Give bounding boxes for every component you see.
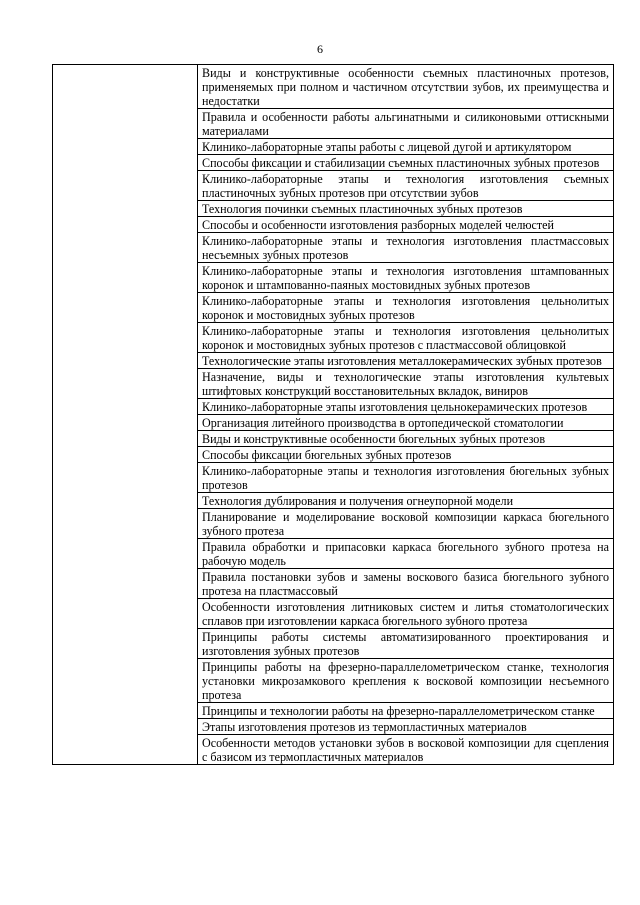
- topic-cell: Клинико-лабораторные этапы изготовления цельнокерамических протезов: [198, 399, 614, 415]
- topic-cell: Планирование и моделирование восковой композиции каркаса бюгельного зубного протеза: [198, 509, 614, 539]
- topic-cell: Клинико-лабораторные этапы и технология изготовления пластмассовых несъемных зубных протезов: [198, 233, 614, 263]
- topic-cell: Виды и конструктивные особенности бюгельных зубных протезов: [198, 431, 614, 447]
- topic-cell: Клинико-лабораторные этапы и технология изготовления бюгельных зубных протезов: [198, 463, 614, 493]
- topic-cell: Технология починки съемных пластиночных зубных протезов: [198, 201, 614, 217]
- topic-cell: Технология дублирования и получения огнеупорной модели: [198, 493, 614, 509]
- topic-cell: Особенности методов установки зубов в восковой композиции для сцепления с базисом из термопластичных материалов: [198, 735, 614, 765]
- topic-cell: Правила обработки и припасовки каркаса бюгельного зубного протеза на рабочую модель: [198, 539, 614, 569]
- topic-cell: Принципы работы на фрезерно-параллелометрическом станке, технология установки микрозамкового крепления к восковой композиции несъемного протеза: [198, 659, 614, 703]
- topic-cell: Виды и конструктивные особенности съемных пластиночных протезов, применяемых при полном и частичном отсутствии зубов, их преимущества и недостатки: [198, 65, 614, 109]
- topic-cell: Организация литейного производства в ортопедической стоматологии: [198, 415, 614, 431]
- topic-cell: Клинико-лабораторные этапы и технология изготовления цельнолитых коронок и мостовидных зубных протезов с пластмассовой облицовкой: [198, 323, 614, 353]
- topic-cell: Технологические этапы изготовления металлокерамических зубных протезов: [198, 353, 614, 369]
- topic-cell: Принципы и технологии работы на фрезерно-параллелометрическом станке: [198, 703, 614, 719]
- topics-table-body: [53, 65, 614, 765]
- topic-cell: Способы и особенности изготовления разборных моделей челюстей: [198, 217, 614, 233]
- topic-cell: Этапы изготовления протезов из термопластичных материалов: [198, 719, 614, 735]
- topic-cell: Назначение, виды и технологические этапы изготовления культевых штифтовых конструкций восстановительных вкладок, виниров: [198, 369, 614, 399]
- topic-cell: Особенности изготовления литниковых систем и литья стоматологических сплавов при изготовлении каркаса бюгельного зубного протеза: [198, 599, 614, 629]
- topic-cell: Правила и особенности работы альгинатными и силиконовыми оттискными материалами: [198, 109, 614, 139]
- table-row: [53, 65, 614, 109]
- topic-cell: Способы фиксации и стабилизации съемных пластиночных зубных протезов: [198, 155, 614, 171]
- topic-cell: Способы фиксации бюгельных зубных протезов: [198, 447, 614, 463]
- topic-cell: Клинико-лабораторные этапы работы с лицевой дугой и артикулятором: [198, 139, 614, 155]
- section-code-cell: [53, 65, 198, 765]
- topic-cell: Правила постановки зубов и замены воскового базиса бюгельного зубного протеза на пластмассовый: [198, 569, 614, 599]
- topic-cell: Клинико-лабораторные этапы и технология изготовления цельнолитых коронок и мостовидных зубных протезов: [198, 293, 614, 323]
- topic-cell: Клинико-лабораторные этапы и технология изготовления съемных пластиночных зубных протезов при отсутствии зубов: [198, 171, 614, 201]
- page-number: 6: [317, 42, 323, 56]
- topic-cell: Принципы работы системы автоматизированного проектирования и изготовления зубных протезов: [198, 629, 614, 659]
- topics-table: [52, 64, 614, 765]
- topic-cell: Клинико-лабораторные этапы и технология изготовления штампованных коронок и штампованно-паяных мостовидных зубных протезов: [198, 263, 614, 293]
